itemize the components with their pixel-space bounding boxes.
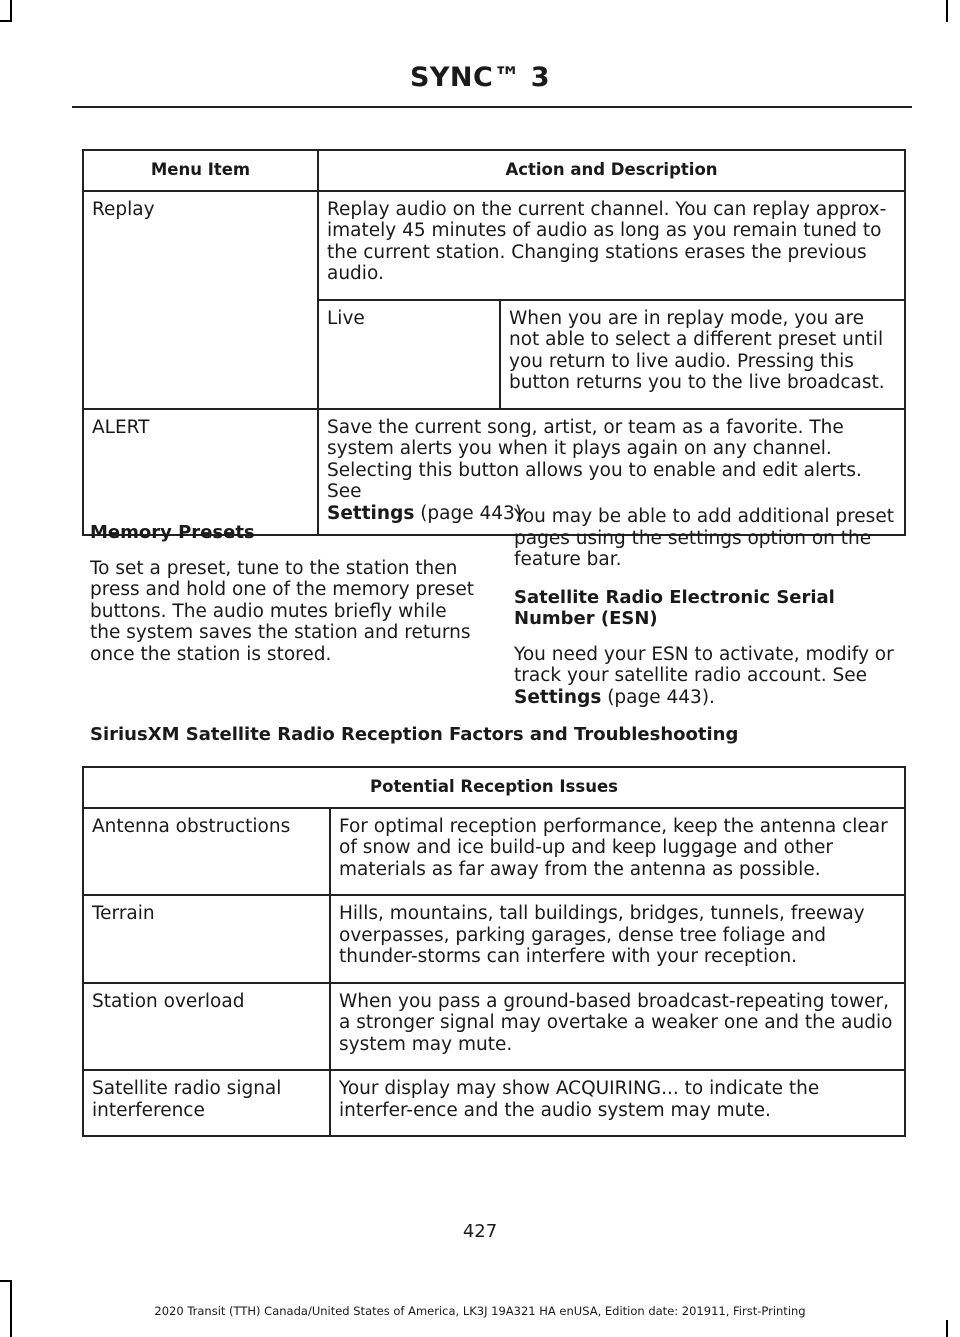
column-header-action: Action and Description	[318, 150, 905, 191]
issue-cell: Terrain	[83, 895, 330, 983]
live-description: When you are in replay mode, you are not able to select a different preset until you return to live audio. Pressing this button returns you to the live broadcast.	[500, 300, 905, 409]
esn-body	[514, 644, 906, 709]
column-header-menu-item: Menu Item	[83, 150, 318, 191]
settings-link[interactable]: Settings	[514, 686, 602, 708]
page-title: SYNC™ 3	[409, 62, 551, 93]
header-rule	[72, 106, 912, 108]
issue-description: For optimal reception performance, keep the antenna clear of snow and ice build-up and keep luggage and other materials as far away from the antenna as possible.	[330, 808, 905, 896]
right-column	[514, 506, 906, 708]
table-header-row	[83, 767, 905, 808]
issue-description: Your display may show ACQUIRING... to indicate the interfer-ence and the audio system may mute.	[330, 1070, 905, 1136]
alert-description-line: Save the current song, artist, or team as a favorite. The system alerts you when it plays again on any channel.	[327, 416, 844, 459]
table-row	[83, 808, 905, 896]
crop-mark	[10, 0, 12, 22]
memory-presets-body-2: You may be able to add additional preset pages using the settings option on the feature bar.	[514, 506, 894, 570]
page-number: 427	[462, 1221, 498, 1242]
issue-cell: Satellite radio signal interference	[83, 1070, 330, 1136]
memory-presets-body: To set a preset, tune to the station then press and hold one of the memory preset buttons. The audio mutes briefly while the system saves the station and returns once the station is stored.	[90, 557, 475, 665]
issue-cell: Station overload	[83, 983, 330, 1071]
left-column	[90, 522, 478, 665]
footer-text: 2020 Transit (TTH) Canada/United States of America, LK3J 19A321 HA enUSA, Edition date: 201911, First-Printing	[154, 1304, 806, 1318]
submenu-item-live: Live	[318, 300, 500, 409]
table-row	[83, 983, 905, 1071]
page-ref: (page 443).	[601, 686, 715, 708]
page-ref: (page 443).	[414, 502, 528, 524]
reception-table-title: Potential Reception Issues	[83, 767, 905, 808]
memory-presets-heading: Memory Presets	[90, 522, 255, 543]
esn-body-text: You need your ESN to activate, modify or track your satellite radio account. See	[514, 643, 894, 686]
issue-cell: Antenna obstructions	[83, 808, 330, 896]
issue-description: Hills, mountains, tall buildings, bridges, tunnels, freeway overpasses, parking garages, dense tree foliage and thunder-storms can interfere with your reception.	[330, 895, 905, 983]
menu-item-replay: Replay	[83, 191, 318, 409]
crop-mark	[0, 20, 12, 22]
menu-table	[82, 149, 906, 536]
crop-mark	[946, 1320, 948, 1337]
reception-table	[82, 766, 906, 1137]
table-row	[83, 1070, 905, 1136]
crop-mark	[0, 1280, 12, 1282]
table-row	[83, 191, 905, 300]
table-row	[83, 895, 905, 983]
esn-heading: Satellite Radio Electronic Serial Number (ESN)	[514, 586, 835, 629]
crop-mark	[946, 0, 948, 22]
issue-description: When you pass a ground-based broadcast-repeating tower, a stronger signal may overtake a weaker one and the audio system may mute.	[330, 983, 905, 1071]
menu-item-alert: ALERT	[83, 409, 318, 536]
table-header-row	[83, 150, 905, 191]
reception-section-heading: SiriusXM Satellite Radio Reception Factors and Troubleshooting	[90, 724, 739, 745]
replay-description: Replay audio on the current channel. You can replay approx-imately 45 minutes of audio as long as you remain tuned to the current station. Changing stations erases the previous audio.	[318, 191, 905, 300]
settings-link[interactable]: Settings	[327, 502, 415, 524]
alert-see-text: Selecting this button allows you to enable and edit alerts. See	[327, 459, 862, 502]
